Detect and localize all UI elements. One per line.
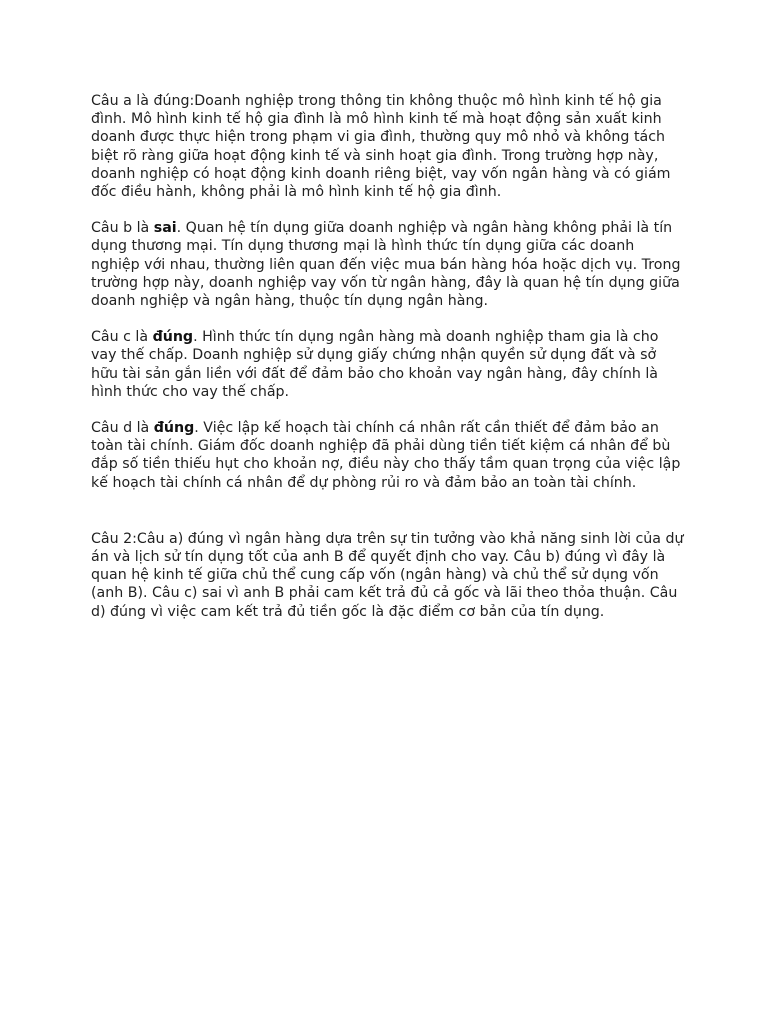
paragraph-text: Câu a) đúng vì ngân hàng dựa trên sự tin tưởng vào khả năng sinh lời của dự án và lịch sử tín dụng tốt của anh B để quyết định cho vay. Câu b) đúng vì đây là quan hệ kinh tế giữa chủ thể cung cấp vốn (ngân hàng) và chủ thể sử dụng vốn (anh B). Câu c) sai vì anh B phải cam kết trả đủ cả gốc và lãi theo thỏa thuận. Câu d) đúng vì việc cam kết trả đủ tiền gốc là đặc điểm cơ bản của tín dụng.: [91, 530, 684, 620]
paragraph-lead: Câu c là: [91, 329, 153, 346]
verdict-label: đúng: [152, 329, 194, 346]
paragraph-lead: Câu 2:: [91, 530, 137, 547]
paragraph-lead: Câu b là: [91, 220, 154, 237]
answer-paragraph-d: [91, 419, 687, 492]
answer-paragraph-a: [91, 92, 687, 201]
paragraph-text: . Việc lập kế hoạch tài chính cá nhân rất cần thiết để đảm bảo an toàn tài chính. Giám đốc doanh nghiệp đã phải dùng tiền tiết kiệm cá nhân để bù đắp số tiền thiếu hụt cho khoản nợ, điều này cho thấy tầm quan trọng của việc lập kế hoạch tài chính cá nhân để dự phòng rủi ro và đảm bảo an toàn tài chính.: [91, 420, 681, 491]
paragraph-text: . Hình thức tín dụng ngân hàng mà doanh nghiệp tham gia là cho vay thế chấp. Doanh nghiệp sử dụng giấy chứng nhận quyền sử dụng đất và sở hữu tài sản gắn liền với đất để đảm bảo cho khoản vay ngân hàng, đây chính là hình thức cho vay thế chấp.: [91, 329, 659, 400]
verdict-label: sai: [153, 220, 177, 237]
document-body: [91, 92, 687, 639]
answer-paragraph-c: [91, 328, 687, 401]
paragraph-text: Doanh nghiệp trong thông tin không thuộc mô hình kinh tế hộ gia đình. Mô hình kinh tế hộ gia đình là mô hình kinh tế mà hoạt động sản xuất kinh doanh được thực hiện trong phạm vi gia đình, thường quy mô nhỏ và không tách biệt rõ ràng giữa hoạt động kinh tế và sinh hoạt gia đình. Trong trường hợp này, doanh nghiệp có hoạt động kinh doanh riêng biệt, vay vốn ngân hàng và có giám đốc điều hành, không phải là mô hình kinh tế hộ gia đình.: [91, 93, 671, 201]
paragraph-lead: Câu a là đúng:: [91, 93, 195, 109]
answer-paragraph-b: [91, 219, 687, 310]
answer-paragraph-question-2: [91, 530, 687, 621]
verdict-label: đúng: [153, 420, 195, 437]
paragraph-text: . Quan hệ tín dụng giữa doanh nghiệp và ngân hàng không phải là tín dụng thương mại. Tín dụng thương mại là hình thức tín dụng giữa các doanh nghiệp với nhau, thường liên quan đến việc mua bán hàng hóa hoặc dịch vụ. Trong trường hợp này, doanh nghiệp vay vốn từ ngân hàng, đây là quan hệ tín dụng giữa doanh nghiệp và ngân hàng, thuộc tín dụng ngân hàng.: [91, 220, 681, 310]
paragraph-lead: Câu d là: [91, 420, 154, 437]
